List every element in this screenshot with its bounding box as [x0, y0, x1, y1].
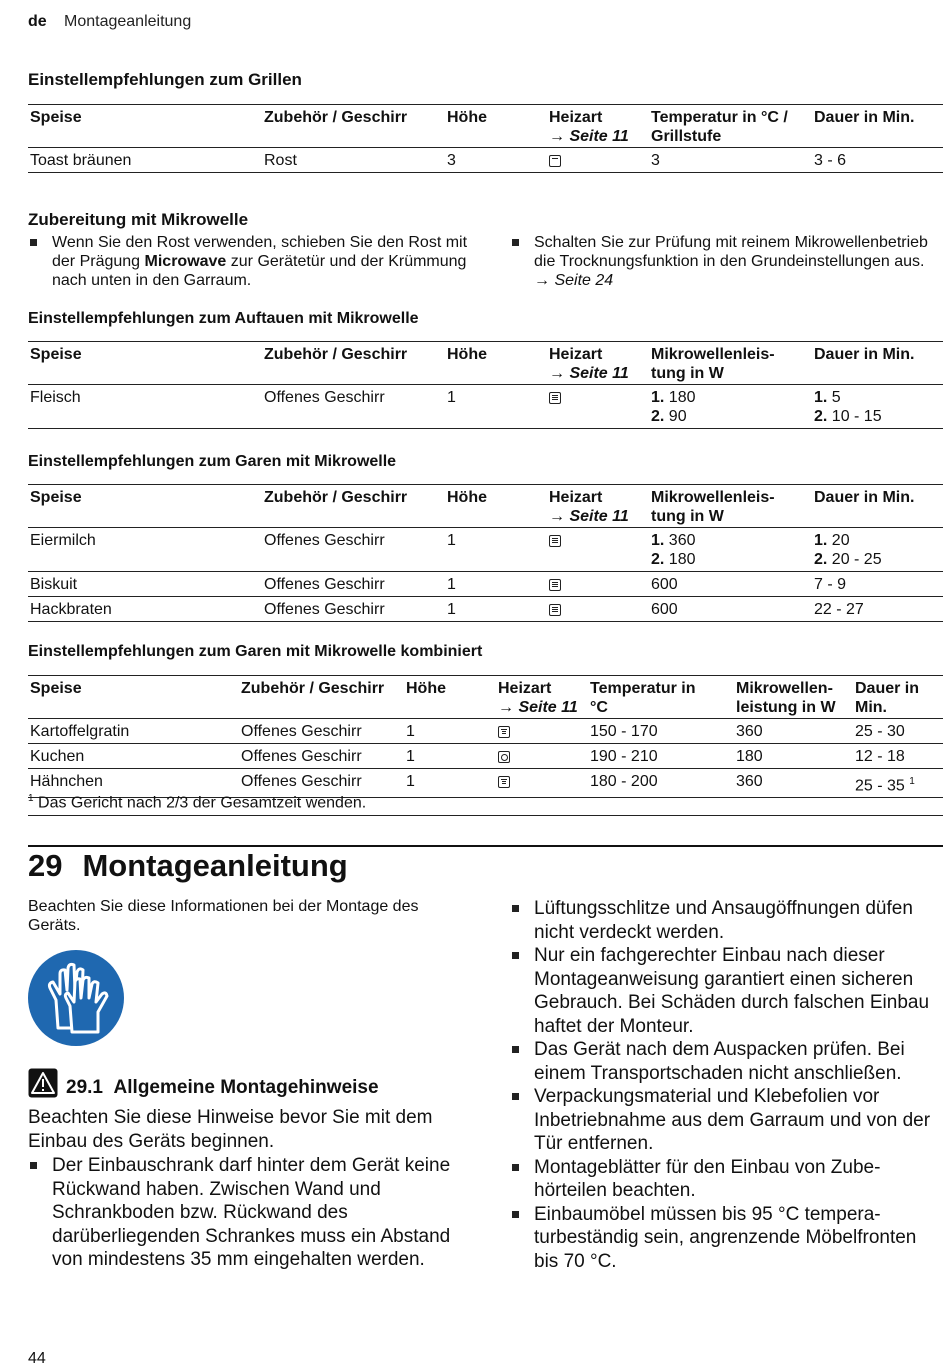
- table-row: [28, 385, 943, 429]
- cell: 3: [445, 148, 547, 173]
- step-number: 1.: [651, 532, 665, 549]
- col-header-label: Min.: [855, 699, 887, 716]
- grill-microwave-icon: [498, 726, 510, 738]
- cell: [812, 528, 943, 572]
- cell: Fleisch: [28, 385, 262, 429]
- col-header: Zubehör / Geschirr: [239, 676, 404, 719]
- page-reference[interactable]: → Seite 11: [549, 508, 629, 525]
- cell: Rost: [262, 148, 445, 173]
- cell: Offenes Geschirr: [262, 385, 445, 429]
- cell: 3: [649, 148, 812, 173]
- col-header: [649, 485, 812, 528]
- subsection-number: 29.1: [66, 1077, 103, 1098]
- col-header: Zubehör / Geschirr: [262, 342, 445, 385]
- emphasis-text: Microwave: [144, 253, 227, 270]
- cell: Offenes Geschirr: [239, 744, 404, 769]
- cook-heading: Einstellempfehlungen zum Garen mit Mikrowelle: [28, 453, 397, 470]
- footnote-text: Das Gericht nach 2/3 der Gesamtzeit wenden.: [38, 794, 367, 812]
- cell-value: 5: [827, 389, 841, 406]
- cell: Hackbraten: [28, 597, 262, 622]
- grill-table: [28, 104, 943, 173]
- cell: 1: [404, 719, 496, 744]
- list-item: Verpackungsmaterial und Klebefolien vor Inbetriebnahme aus dem Garraum und von der Tür entfernen.: [510, 1085, 942, 1156]
- cell: 1: [445, 385, 547, 429]
- cook-table: [28, 484, 943, 622]
- cell: 1: [445, 572, 547, 597]
- cell: 12 - 18: [853, 744, 943, 769]
- col-header: Höhe: [445, 105, 547, 148]
- col-header-label: tung in W: [651, 365, 724, 382]
- step-number: 2.: [651, 551, 665, 568]
- col-header-label: Heizart: [549, 109, 603, 126]
- col-header: [734, 676, 853, 719]
- step-number: 1.: [651, 389, 665, 406]
- wear-gloves-icon: [28, 950, 124, 1046]
- cell: 1: [445, 528, 547, 572]
- list-text: zur Gerätetür und der Krümmung nach unten in den Garraum.: [52, 253, 467, 289]
- cell: [547, 148, 649, 173]
- table-row: [28, 744, 943, 769]
- cell: Hähnchen: [28, 769, 239, 798]
- cell: 25 - 30: [853, 719, 943, 744]
- table-header-row: [28, 485, 943, 528]
- page-reference[interactable]: → Seite 11: [549, 365, 629, 382]
- col-header: Zubehör / Geschirr: [262, 105, 445, 148]
- col-header-label: leistung in W: [736, 699, 836, 716]
- col-header: [547, 105, 649, 148]
- table-header-row: [28, 342, 943, 385]
- subsection-paragraph: Beachten Sie diese Hinweise bevor Sie mit dem Einbau des Geräts beginnen.: [28, 1107, 433, 1152]
- col-header: Dauer in Min.: [812, 485, 943, 528]
- cell: 7 - 9: [812, 572, 943, 597]
- chapter-rule: [28, 845, 943, 847]
- language-code: de: [28, 13, 47, 30]
- chapter-title: [28, 848, 348, 884]
- cell: 190 - 210: [588, 744, 734, 769]
- page-number: 44: [28, 1350, 46, 1367]
- cell: [547, 597, 649, 622]
- list-item: Einbaumöbel müssen bis 95 °C temperaturbeständig sein, angrenzende Möbelfronten bis 70 °C.: [510, 1203, 942, 1274]
- footnote-mark: 1: [28, 793, 34, 804]
- col-header: [588, 676, 734, 719]
- list-item: [510, 233, 940, 290]
- step-number: 2.: [814, 408, 828, 425]
- col-header: [649, 105, 812, 148]
- cell: 360: [734, 769, 853, 798]
- cell: Eiermilch: [28, 528, 262, 572]
- divider: [28, 815, 943, 816]
- combi-heading: Einstellempfehlungen zum Garen mit Mikrowelle kombiniert: [28, 643, 483, 660]
- cell: [853, 769, 943, 798]
- col-header-label: Grillstufe: [651, 128, 722, 145]
- microwave-icon: [549, 579, 561, 591]
- list-text: Schalten Sie zur Prüfung mit reinem Mikrowellenbetrieb die Trocknungsfunktion in den Grundeinstellungen aus. →: [534, 234, 928, 289]
- cell: 360: [734, 719, 853, 744]
- table-row: [28, 597, 943, 622]
- microwave-right-list: [510, 233, 940, 290]
- chapter-number: 29: [28, 848, 63, 883]
- cell-value: 25 - 35: [855, 777, 905, 795]
- table-header-row: [28, 676, 943, 719]
- col-header: [649, 342, 812, 385]
- col-header-label: Temperatur in °C /: [651, 109, 788, 126]
- cell: Offenes Geschirr: [239, 719, 404, 744]
- col-header: [547, 485, 649, 528]
- table-header-row: [28, 105, 943, 148]
- page-reference[interactable]: Seite 24: [554, 272, 614, 289]
- cell: Kartoffelgratin: [28, 719, 239, 744]
- warning-icon: [28, 1068, 58, 1098]
- table-row: [28, 148, 943, 173]
- col-header-label: Heizart: [549, 346, 603, 363]
- list-item: [28, 233, 468, 290]
- cell: [547, 528, 649, 572]
- right-bullet-list: [510, 897, 942, 1273]
- cell-value: 180: [664, 389, 696, 406]
- col-header: [496, 676, 588, 719]
- microwave-icon: [549, 392, 561, 404]
- cell: 600: [649, 572, 812, 597]
- step-number: 2.: [651, 408, 665, 425]
- col-header: Speise: [28, 676, 239, 719]
- cell: 22 - 27: [812, 597, 943, 622]
- thaw-table: [28, 341, 943, 429]
- cell: [649, 528, 812, 572]
- cell: 1: [404, 769, 496, 798]
- cell: Offenes Geschirr: [262, 572, 445, 597]
- list-item: Lüftungsschlitze und Ansaugöffnungen düfen nicht verdeckt werden.: [510, 897, 942, 944]
- cell: [547, 572, 649, 597]
- cell: [496, 744, 588, 769]
- cell: [496, 719, 588, 744]
- microwave-icon: [549, 535, 561, 547]
- cell: 180: [734, 744, 853, 769]
- left-bullet-list: [28, 1154, 468, 1272]
- footnote-ref: 1: [909, 776, 915, 787]
- cell: Offenes Geschirr: [239, 769, 404, 798]
- cell-value: 360: [664, 532, 696, 549]
- cell: [547, 385, 649, 429]
- cell-value: 10 - 15: [827, 408, 882, 425]
- grill-icon: [549, 155, 561, 167]
- grill-heading: Einstellempfehlungen zum Grillen: [28, 70, 302, 89]
- microwave-left-list: [28, 233, 468, 290]
- step-number: 1.: [814, 532, 828, 549]
- col-header: Speise: [28, 105, 262, 148]
- cell: Offenes Geschirr: [262, 597, 445, 622]
- cell-value: 20 - 25: [827, 551, 882, 568]
- grill-microwave-icon: [498, 776, 510, 788]
- list-text: Wenn Sie den Rost verwenden, schieben Sie den Rost mit der Prägung: [52, 234, 468, 270]
- microwave-heading: Zubereitung mit Mikrowelle: [28, 210, 249, 229]
- cell: 600: [649, 597, 812, 622]
- step-number: 2.: [814, 551, 828, 568]
- col-header-label: Heizart: [549, 489, 603, 506]
- cell: Offenes Geschirr: [262, 528, 445, 572]
- thaw-heading: Einstellempfehlungen zum Auftauen mit Mikrowelle: [28, 310, 419, 327]
- col-header-label: Heizart: [498, 680, 552, 697]
- list-item: Montageblätter für den Einbau von Zubehörteilen beachten.: [510, 1156, 942, 1203]
- cell-value: 20: [827, 532, 850, 549]
- footnote: [28, 793, 366, 812]
- page-reference[interactable]: → Seite 11: [549, 128, 629, 145]
- cell: Kuchen: [28, 744, 239, 769]
- cell: 150 - 170: [588, 719, 734, 744]
- chapter-title-text: Montageanleitung: [82, 848, 348, 883]
- list-item: Der Einbauschrank darf hinter dem Gerät keine Rückwand haben. Zwischen Wand und Schrankboden bzw. Rückwand des darüberliegenden Schrankes muss ein Abstand von mindestens 35 mm eingehalten werden.: [28, 1154, 468, 1272]
- col-header-label: Mikrowellenleis-: [651, 489, 775, 506]
- cell: 3 - 6: [812, 148, 943, 173]
- col-header-label: °C: [590, 699, 608, 716]
- col-header-label: Temperatur in: [590, 680, 696, 697]
- cell: [649, 385, 812, 429]
- combi-table: [28, 675, 943, 798]
- col-header-label: tung in W: [651, 508, 724, 525]
- cell: [496, 769, 588, 798]
- table-row: [28, 528, 943, 572]
- col-header: Dauer in Min.: [812, 342, 943, 385]
- running-header-title: Montageanleitung: [64, 13, 192, 30]
- cell-value: 90: [664, 408, 687, 425]
- col-header: Dauer in Min.: [812, 105, 943, 148]
- cell: [812, 385, 943, 429]
- cell: Biskuit: [28, 572, 262, 597]
- list-item: Nur ein fachgerechter Einbau nach dieser Montageanweisung garantiert einen sicheren Gebrauch. Bei Schäden durch falschen Einbau haftet der Monteur.: [510, 944, 942, 1038]
- list-item: Das Gerät nach dem Auspacken prüfen. Bei einem Transportschaden nicht anschließen.: [510, 1038, 942, 1085]
- cell: 180 - 200: [588, 769, 734, 798]
- col-header: Höhe: [445, 485, 547, 528]
- cell: 1: [404, 744, 496, 769]
- page-reference[interactable]: → Seite 11: [498, 699, 578, 716]
- col-header-label: Dauer in: [855, 680, 920, 697]
- col-header: [547, 342, 649, 385]
- cell: 1: [445, 597, 547, 622]
- chapter-intro: Beachten Sie diese Informationen bei der Montage des Geräts.: [28, 898, 419, 934]
- table-row: [28, 719, 943, 744]
- col-header: Höhe: [445, 342, 547, 385]
- hot-air-microwave-icon: [498, 751, 510, 763]
- col-header: Speise: [28, 342, 262, 385]
- col-header-label: Mikrowellenleis-: [651, 346, 775, 363]
- col-header: Höhe: [404, 676, 496, 719]
- col-header: Zubehör / Geschirr: [262, 485, 445, 528]
- subsection-title: [66, 1077, 379, 1099]
- table-row: [28, 572, 943, 597]
- cell-value: 180: [664, 551, 696, 568]
- col-header: Speise: [28, 485, 262, 528]
- microwave-icon: [549, 604, 561, 616]
- col-header-label: Mikrowellen-: [736, 680, 833, 697]
- col-header: [853, 676, 943, 719]
- step-number: 1.: [814, 389, 828, 406]
- subsection-title-text: Allgemeine Montagehinweise: [113, 1077, 379, 1098]
- cell: Toast bräunen: [28, 148, 262, 173]
